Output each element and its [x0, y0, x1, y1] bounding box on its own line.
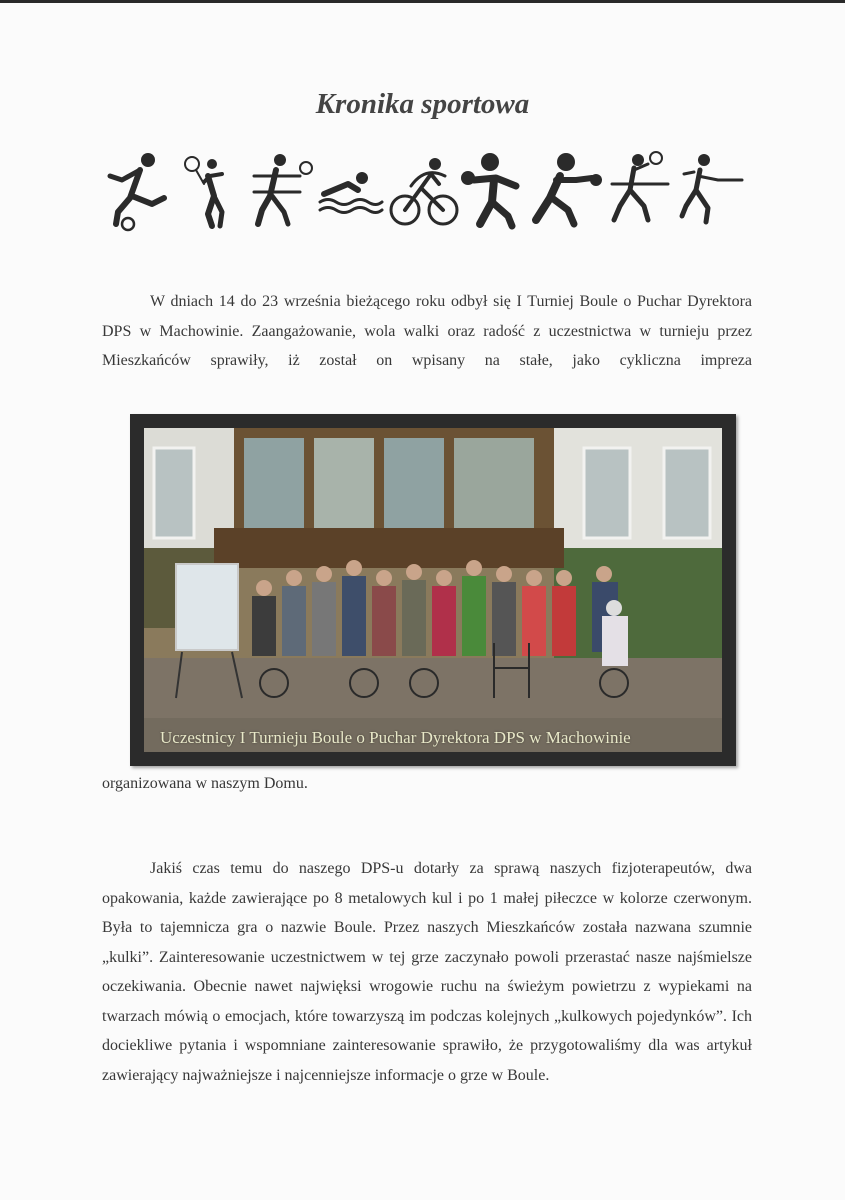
intro-paragraph: W dniach 14 do 23 września bieżącego roku odbył się I Turniej Boule o Puchar Dyrektora DPS w Machowinie. Zaangażowanie, wola walki oraz radość z uczestnictwa w turnieju przez Mieszkańców sprawiły, iż został on wpisany na stałe, jako cykliczna impreza [102, 293, 752, 369]
cyclist-icon [391, 158, 457, 224]
group-photo-image [144, 428, 722, 752]
boule-paragraph: Jakiś czas temu do naszego DPS-u dotarły za sprawą naszych fizjoterapeutów, dwa opakowania, każde zawierające po 8 metalowych kul i po 1 małej piłeczce w kolorze czerwonym. Była to tajemnicza gra o nazwie Boule. Przez naszych Mieszkańców została nazwana szumnie „kulki”. Zainteresowanie uczestnictwem w tej grze zaczynało powoli przerastać nasze najśmielsze oczekiwania. Obecnie nawet najwięksi wrogowie ruchu na świeżym powietrzu z wypiekami na twarzach mówią o emocjach, które towarzyszą im podczas kolejnych „kulkowych pojedynków”. Ich dociekliwe pytania i wspomniane zainteresowanie sprawiło, że przygotowaliśmy dla was artykuł zawierający najważniejsze i najcenniejsze informacje o grze w Boule. [102, 860, 752, 1084]
page-top-edge [0, 0, 845, 3]
bowling-player-icon [536, 153, 602, 224]
swimmer-icon [320, 172, 382, 213]
photo-caption: Uczestnicy I Turnieju Boule o Puchar Dyrektora DPS w Machowinie [160, 728, 631, 747]
sport-icons-banner [100, 150, 750, 235]
basketball-player-icon [461, 153, 516, 226]
runner-icon [682, 154, 742, 222]
tennis-player-icon [185, 157, 222, 226]
volleyball-player-icon [254, 154, 312, 224]
intro-paragraph-continuation: organizowana w naszym Domu. [102, 775, 308, 792]
group-photo [130, 414, 736, 766]
page-title: Kronika sportowa [315, 88, 530, 120]
table-tennis-player-icon [612, 152, 668, 220]
football-player-icon [110, 153, 164, 230]
